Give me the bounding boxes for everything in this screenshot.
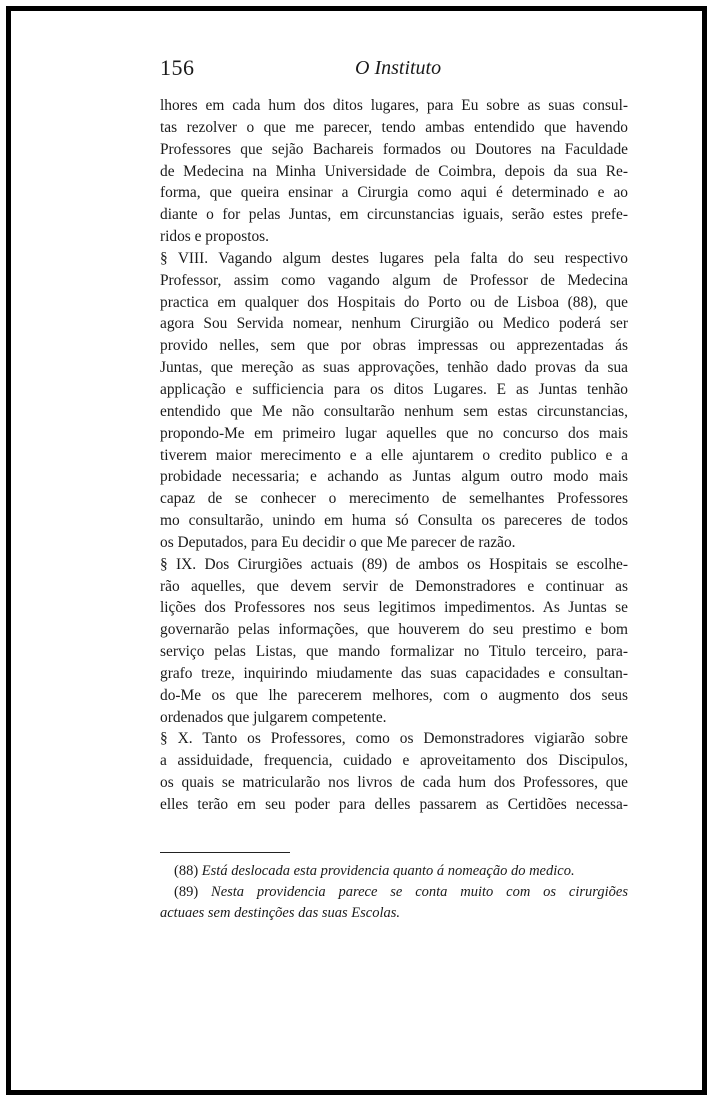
text-line: entendido que Me não consultarão nenhum sem estas circunstancias, [160,402,628,420]
text-line: provido nelles, sem que por obras impressas ou apprezentadas ás [160,337,628,355]
text-line: rão aquelles, que devem servir de Demonstradores e continuar as [160,577,628,595]
text-line: elles terão em seu poder para delles passarem as Certidões necessa- [160,796,628,813]
text-line: tas rezolver o que me parecer, tendo ambas entendido que havendo [160,118,628,136]
footnote-marker: (89) [174,884,199,900]
footnote-marker: (88) [174,863,199,879]
text-line: os Deputados, para Eu decidir o que Me parecer de razão. [160,533,516,551]
footnote-line [160,882,628,903]
text-line: de Medecina na Minha Universidade de Coimbra, depois da sua Re- [160,162,628,180]
text-line: forma, que queira ensinar a Cirurgia como aqui é determinado e ao [160,184,628,202]
text-line: diante o for pelas Juntas, em circunstancias iguais, serão estes prefe- [160,206,628,224]
text-line: tiverem maior merecimento e a elle ajuntarem o credito publico e a [160,446,628,464]
footnote-text: actuaes sem destinções das suas Escolas. [160,905,401,921]
text-line: applicação e sufficiencia para os ditos Lugares. E as Juntas tenhão [160,380,628,398]
footnote-line [160,861,628,882]
footnotes [160,861,628,924]
text-line: probidade necessaria; e achando as Juntas algum outro modo mais [160,468,628,486]
text-line: a assiduidade, frequencia, cuidado e aproveitamento dos Discipulos, [160,752,628,770]
text-line: lições dos Professores nos seus legitimos impedimentos. As Juntas se [160,599,628,617]
text-line: capaz de se conhecer o merecimento de semelhantes Professores [160,490,628,508]
text-line: ordenados que julgarem competente. [160,708,387,726]
text-line: § VIII. Vagando algum destes lugares pela falta do seu respectivo [160,249,628,267]
footnote-line [160,903,628,924]
text-line: do-Me os que lhe parecerem melhores, com o augmento dos seus [160,686,628,704]
text-line: agora Sou Servida nomear, nenhum Cirurgião ou Medico poderá ser [160,315,628,333]
text-line: governarão pelas informações, que houverem do seu prestimo e bom [160,621,628,639]
text-line: § X. Tanto os Professores, como os Demonstradores vigiarão sobre [160,730,628,748]
page-content [160,55,628,816]
text-line: ridos e propostos. [160,228,270,246]
footnote-text: Está deslocada esta providencia quanto á nomeação do medico. [201,863,575,879]
page-header [160,55,628,95]
text-line: Professores que sejão Bachareis formados ou Doutores na Faculdade [160,140,628,158]
text-line: propondo-Me em primeiro lugar aquelles que no concurso dos mais [160,424,628,442]
text-line: lhores em cada hum dos ditos lugares, para Eu sobre as suas consul- [160,97,628,114]
text-line: Professor, assim como vagando algum de Professor de Medecina [160,271,628,289]
text-line: Juntas, que mereção as suas approvações, tenhão dado provas da sua [160,359,628,377]
footnote-text: Nesta providencia parece se conta muito com os cirurgiões [211,884,628,900]
footnote-rule [160,852,290,853]
body-text [160,95,628,816]
text-line: os quais se matricularão nos livros de cada hum dos Professores, que [160,774,628,792]
running-title: O Instituto [355,57,442,79]
text-line: practica em qualquer dos Hospitais do Porto ou de Lisboa (88), que [160,293,628,311]
page-number: 156 [160,55,195,80]
text-line: mo consultarão, unindo em huma só Consulta os pareceres de todos [160,512,628,530]
text-line: § IX. Dos Cirurgiões actuais (89) de ambos os Hospitais se escolhe- [160,555,628,573]
text-line: grafo treze, inquirindo miudamente das suas capacidades e consultan- [160,664,628,682]
text-line: serviço pelas Listas, que mando formalizar no Titulo terceiro, para- [160,643,628,661]
